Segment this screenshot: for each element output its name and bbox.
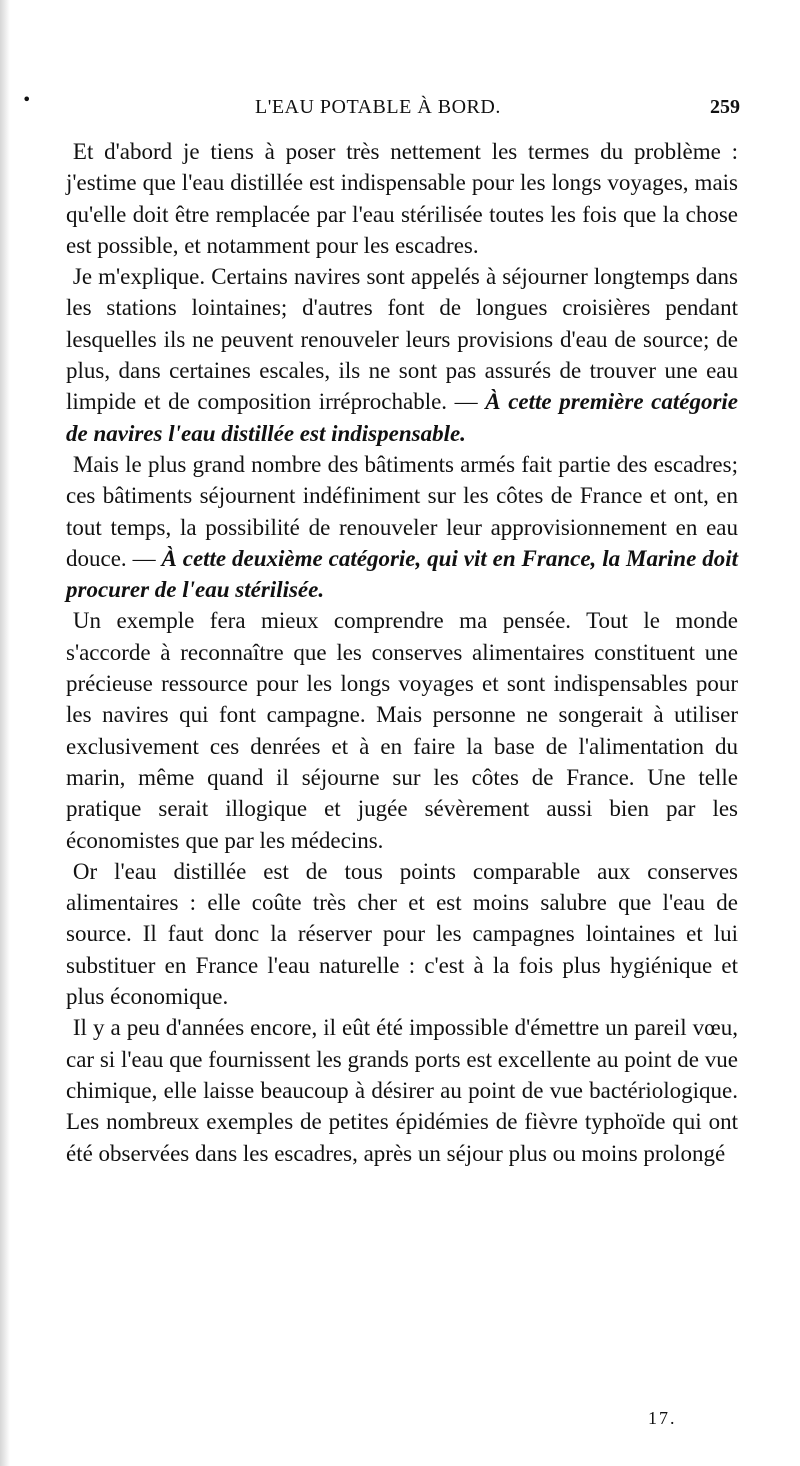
paragraph-emphasis: À cette première catégorie de navires l'eau distillée est indispensable. [66, 389, 738, 446]
paragraph [66, 136, 738, 261]
paragraph [66, 261, 738, 449]
body-text [66, 136, 738, 1169]
paragraph-text: Mais le plus grand nombre des bâtiments armés fait partie des escadres; ces bâtiments séjournent indéfiniment sur les côtes de France et ont, en tout temps, la possibilité de renouveler leur approvisionnement en eau douce. — [66, 451, 738, 571]
paragraph-text: Je m'explique. Certains navires sont appelés à séjourner longtemps dans les stations lointaines; d'autres font de longues croisières pendant lesquelles ils ne peuvent renouveler leurs provisions d'eau de source; de plus, dans certaines escales, ils ne sont pas assurés de trouver une eau limpide et de composition irréprochable. — [66, 264, 738, 415]
running-title: L'EAU POTABLE À BORD. [255, 96, 501, 118]
page-edge-shadow [0, 0, 10, 1466]
signature-mark: 17. [648, 1408, 677, 1428]
paragraph-text: Un exemple fera mieux comprendre ma pensée. Tout le monde s'accorde à reconnaître que les conserves alimentaires constituent une précieuse ressource pour les longs voyages et sont indispensables pour les navires qui font campagne. Mais personne ne songerait à utiliser exclusivement ces denrées et à en faire la base de l'alimentation du marin, même quand il séjourne sur les côtes de France. Une telle pratique serait illogique et jugée sévèrement aussi bien par les économistes que par les médecins. [66, 608, 738, 853]
page-header [255, 96, 740, 126]
paragraph [66, 605, 738, 855]
paragraph [66, 449, 738, 605]
paragraph-text: Et d'abord je tiens à poser très nettement les termes du problème : j'estime que l'eau distillée est indispensable pour les longs voyages, mais qu'elle doit être remplacée par l'eau stérilisée toutes les fois que la chose est possible, et notamment pour les escadres. [66, 139, 738, 258]
page-number: 259 [710, 96, 740, 118]
margin-dot: • [22, 90, 32, 109]
paragraph-emphasis: À cette deuxième catégorie, qui vit en France, la Marine doit procurer de l'eau stérilisée. [66, 545, 738, 603]
paragraph [66, 856, 738, 1012]
paragraph-text: Or l'eau distillée est de tous points comparable aux conserves alimentaires : elle coûte très cher et est moins salubre que l'eau de source. Il faut donc la réserver pour les campagnes lointaines et lui substituer en France l'eau naturelle : c'est à la fois plus hygiénique et plus économique. [66, 858, 738, 1010]
paragraph-text: Il y a peu d'années encore, il eût été impossible d'émettre un pareil vœu, car si l'eau que fournissent les grands ports est excellente au point de vue chimique, elle laisse beaucoup à désirer au point de vue bactériologique. Les nombreux exemples de petites épidémies de fièvre typhoïde qui ont été observées dans les escadres, après un séjour plus ou moins prolongé [66, 1015, 738, 1166]
paragraph [66, 1012, 738, 1168]
